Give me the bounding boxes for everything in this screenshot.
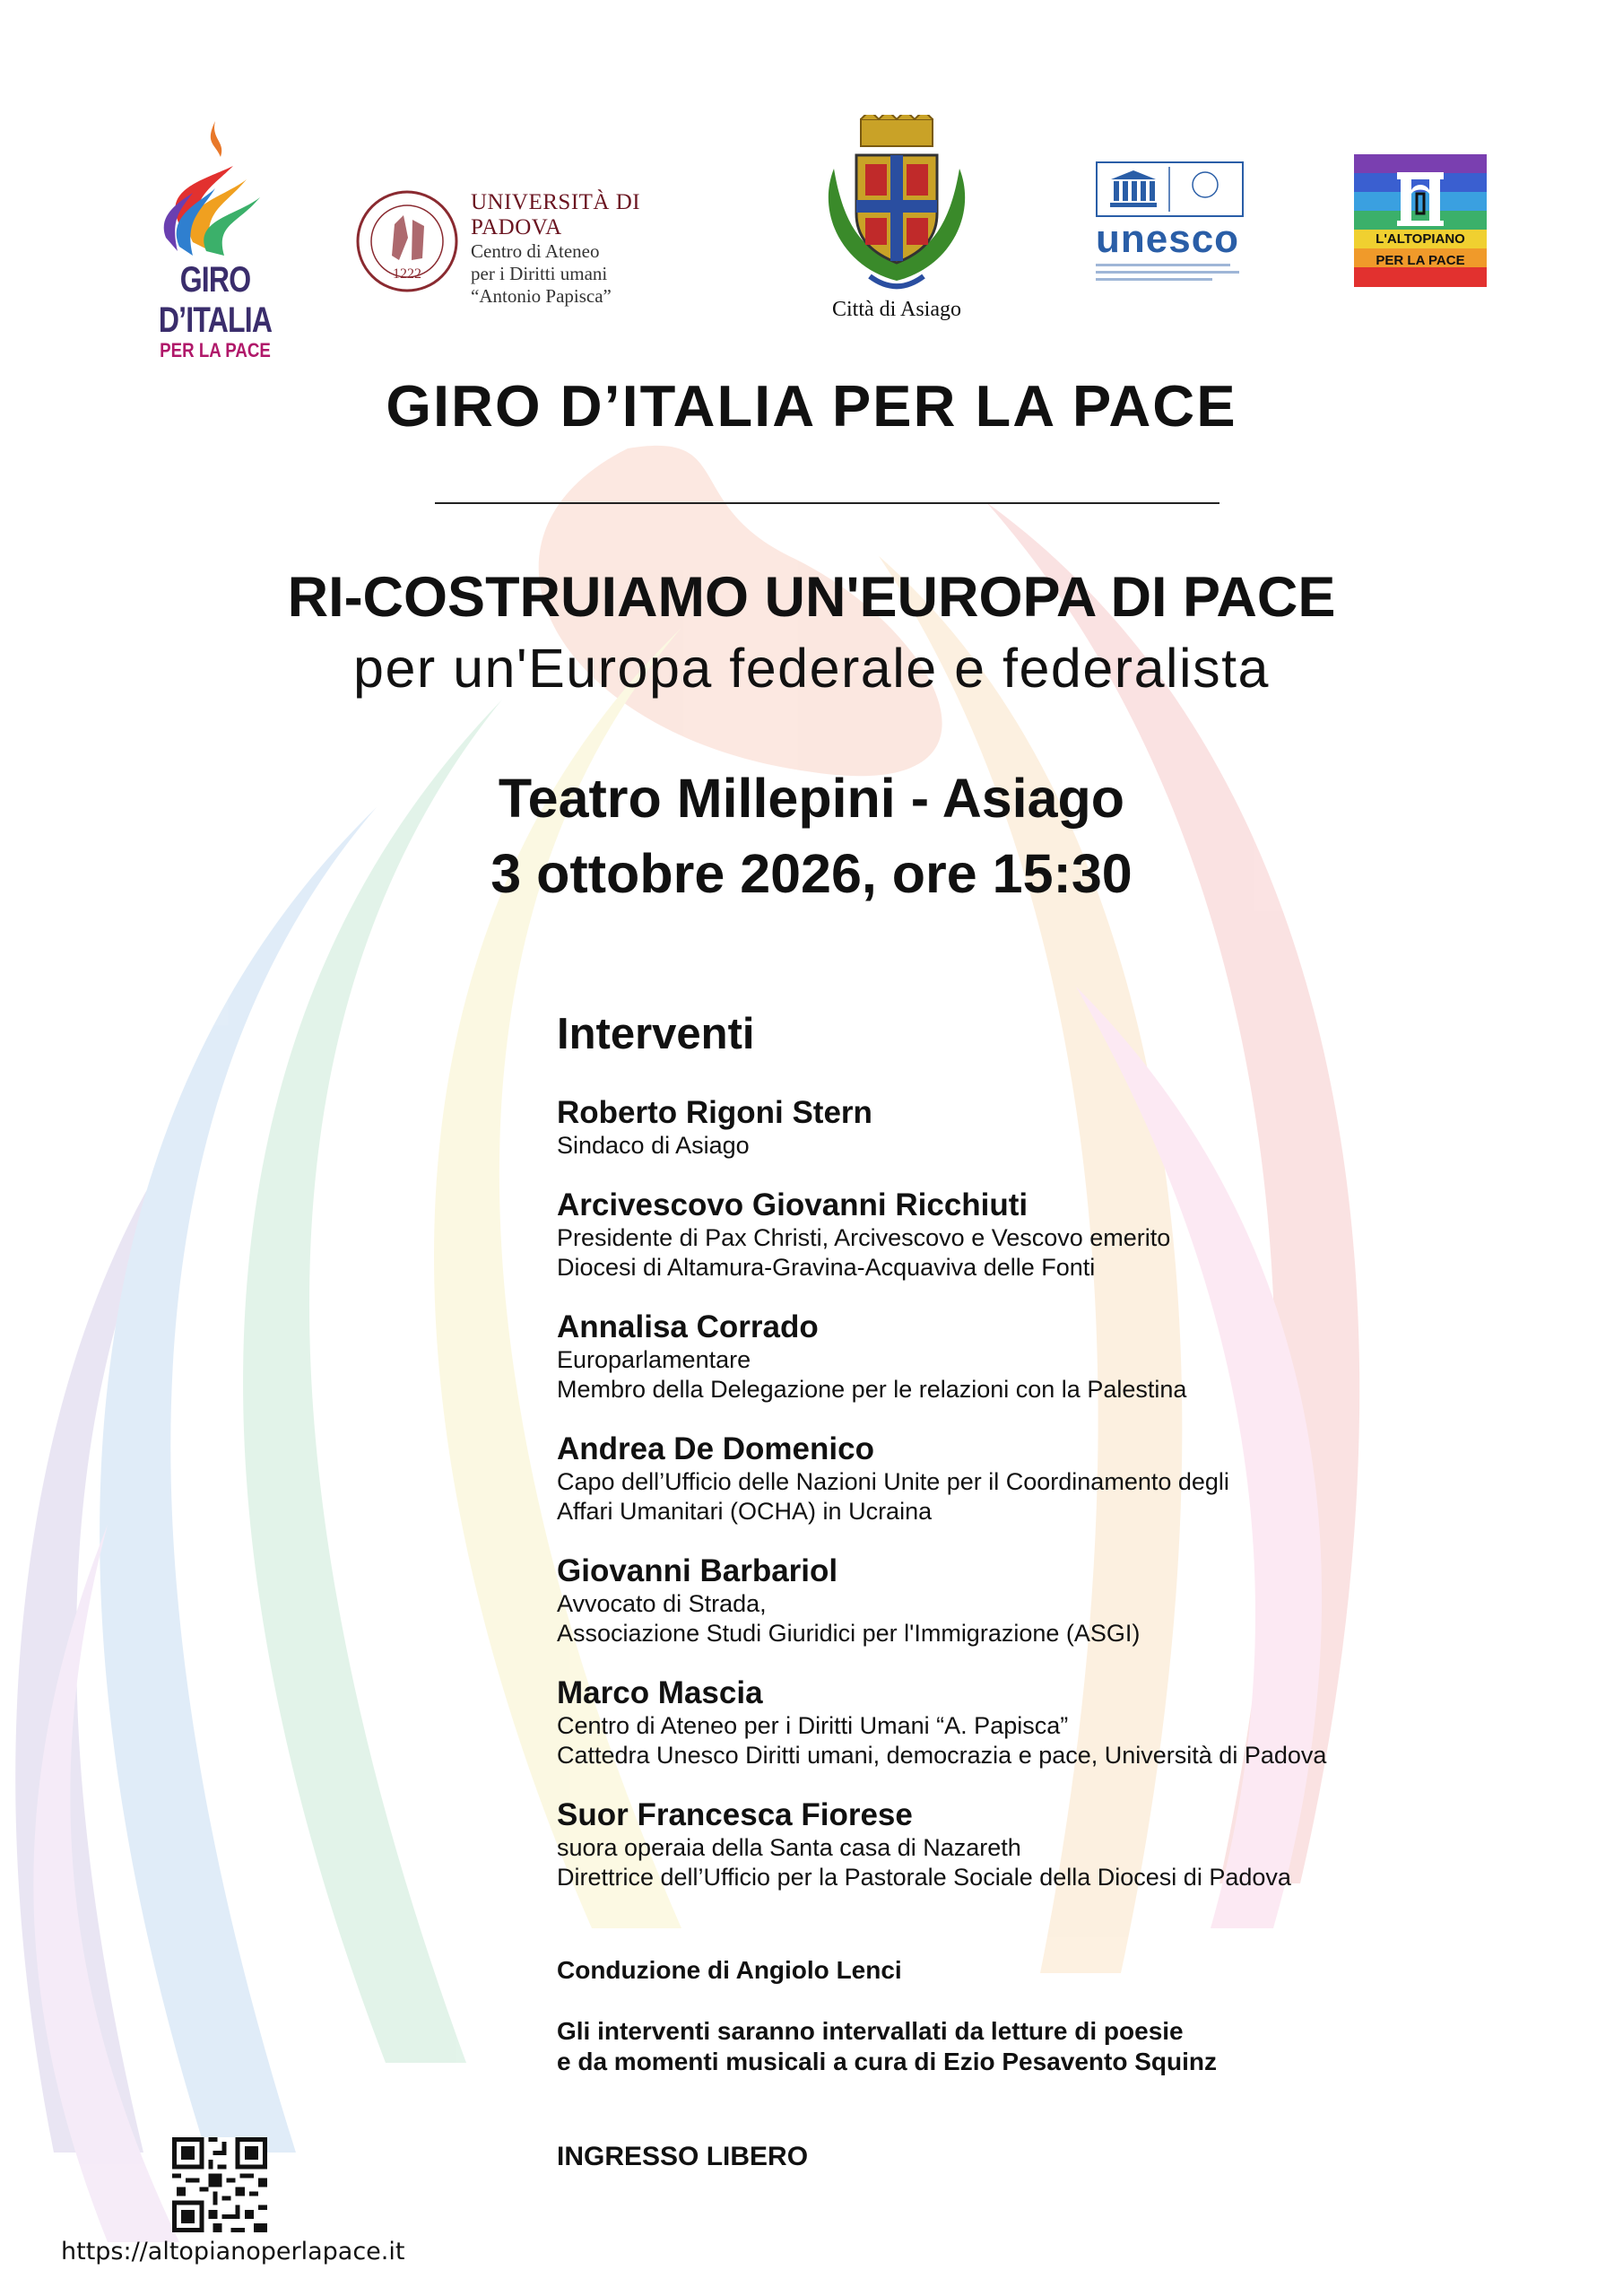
speaker-role: Membro della Delegazione per le relazioni con la Palestina	[557, 1376, 1187, 1403]
speaker-item	[557, 1431, 1588, 1526]
event-title: RI-COSTRUIAMO UN'EUROPA DI PACE	[287, 566, 1336, 629]
speaker-role: Cattedra Unesco Diritti umani, democrazia e pace, Università di Padova	[557, 1742, 1327, 1769]
speakers-section	[557, 1009, 1588, 1919]
seal-year: 1222	[393, 266, 421, 282]
intermission-line-2: e da momenti musicali a cura di Ezio Pesavento Squinz	[557, 2048, 1217, 2075]
asiago-caption: Città di Asiago	[832, 298, 961, 321]
speaker-role: Direttrice dell’Ufficio per la Pastorale Sociale della Diocesi di Padova	[557, 1864, 1291, 1891]
speaker-role: Associazione Studi Giuridici per l'Immigrazione (ASGI)	[557, 1620, 1141, 1647]
intermission-note	[557, 2016, 1217, 2077]
unesco-logo	[1096, 161, 1248, 296]
university-seal-icon	[354, 188, 460, 294]
speakers-heading: Interventi	[557, 1010, 755, 1058]
speaker-item	[557, 1675, 1588, 1770]
speaker-name: Giovanni Barbariol	[557, 1553, 838, 1588]
speaker-item	[557, 1187, 1588, 1283]
event-venue: Teatro Millepini - Asiago	[498, 768, 1125, 829]
speaker-role: Capo dell’Ufficio delle Nazioni Unite per il Coordinamento degli	[557, 1468, 1229, 1495]
speaker-name: Roberto Rigoni Stern	[557, 1095, 872, 1130]
free-entry-label: INGRESSO LIBERO	[557, 2142, 809, 2171]
page-title: GIRO D’ITALIA PER LA PACE	[386, 373, 1237, 439]
altopiano-per-la-pace-logo	[1354, 154, 1487, 287]
website-link[interactable]: https://altopianoperlapace.it	[61, 2238, 405, 2266]
unesco-temple-icon	[1098, 163, 1242, 215]
speaker-item	[557, 1797, 1588, 1892]
speaker-name: Suor Francesca Fiorese	[557, 1797, 913, 1832]
speaker-name: Andrea De Domenico	[557, 1431, 874, 1466]
citta-asiago-logo	[807, 115, 986, 330]
intermission-line-1: Gli interventi saranno intervallati da letture di poesie	[557, 2017, 1184, 2045]
peace-logo-line-2: PER LA PACE	[1376, 253, 1465, 268]
giro-logo-subtitle: PER LA PACE	[160, 339, 271, 361]
flame-icon	[126, 117, 305, 260]
university-line-3: “Antonio Papisca”	[471, 285, 612, 307]
university-name: UNIVERSITÀ DI PADOVA	[471, 190, 641, 239]
speaker-item	[557, 1309, 1588, 1405]
unesco-wordmark: unesco	[1096, 217, 1240, 261]
speaker-role: Presidente di Pax Christi, Arcivescovo e Vescovo emerito	[557, 1224, 1171, 1251]
speaker-role: Avvocato di Strada,	[557, 1590, 767, 1617]
giro-logo-title: GIRO D’ITALIA	[158, 260, 273, 340]
unesco-fine-print	[1096, 262, 1244, 285]
speaker-role: Affari Umanitari (OCHA) in Ucraina	[557, 1498, 933, 1525]
giro-ditalia-logo	[126, 117, 305, 361]
coat-of-arms-icon	[807, 115, 986, 294]
speaker-name: Arcivescovo Giovanni Ricchiuti	[557, 1187, 1028, 1222]
unesco-emblem-box	[1096, 161, 1244, 217]
event-datetime: 3 ottobre 2026, ore 15:30	[490, 843, 1133, 904]
university-line-1: Centro di Ateneo	[471, 240, 600, 262]
arch-monument-icon	[1393, 167, 1447, 230]
event-subtitle: per un'Europa federale e federalista	[353, 638, 1270, 699]
conduction-note: Conduzione di Angiolo Lenci	[557, 1956, 902, 1984]
speaker-role: suora operaia della Santa casa di Nazareth	[557, 1834, 1021, 1861]
speaker-name: Annalisa Corrado	[557, 1309, 819, 1344]
speaker-item	[557, 1553, 1588, 1648]
speaker-role: Sindaco di Asiago	[557, 1132, 750, 1159]
speaker-item	[557, 1095, 1588, 1161]
university-line-2: per i Diritti umani	[471, 263, 608, 284]
qr-code-icon[interactable]	[172, 2137, 267, 2232]
title-divider	[435, 502, 1219, 504]
peace-logo-line-1: L'ALTOPIANO	[1376, 231, 1465, 247]
speaker-role: Centro di Ateneo per i Diritti Umani “A. Papisca”	[557, 1712, 1069, 1739]
speaker-name: Marco Mascia	[557, 1675, 763, 1710]
speaker-role: Diocesi di Altamura-Gravina-Acquaviva delle Fonti	[557, 1254, 1096, 1281]
speaker-role: Europarlamentare	[557, 1346, 751, 1373]
universita-padova-logo	[354, 188, 731, 307]
event-venue-block	[0, 761, 1623, 911]
